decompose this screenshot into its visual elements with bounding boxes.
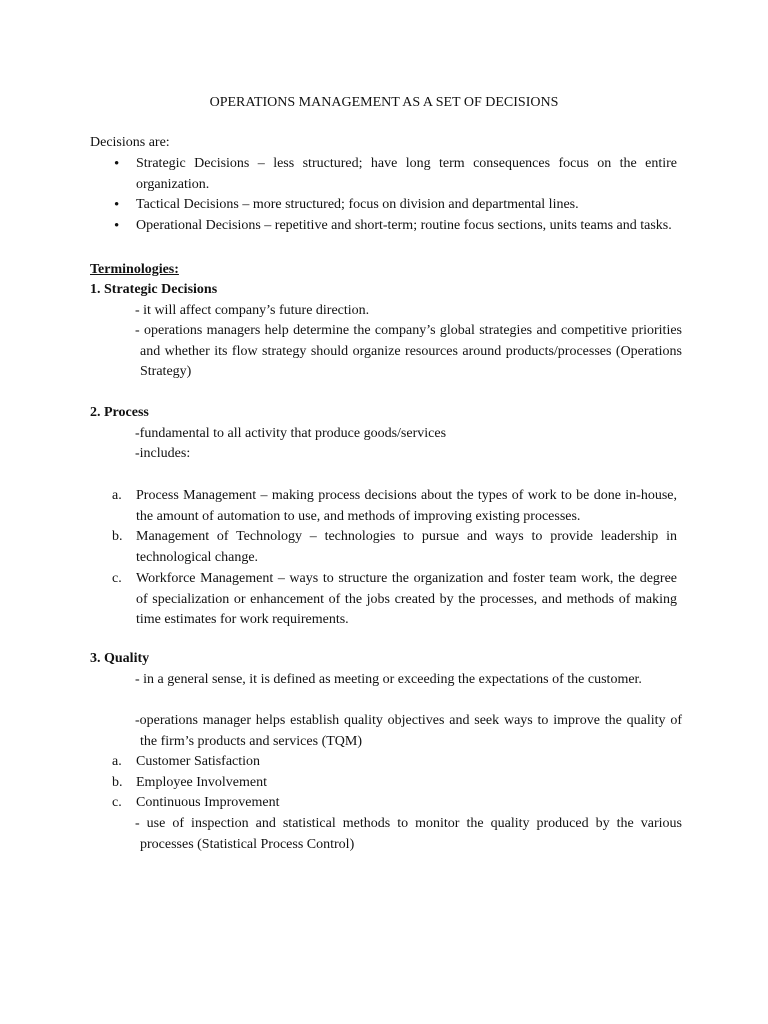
list-item-text: Customer Satisfaction [136,754,261,769]
list-marker: c. [112,795,122,811]
section-heading-process: 2. Process [90,405,149,420]
bullet-text-tactical: Tactical Decisions – more structured; focus on division and departmental lines. [136,197,579,213]
list-item [90,195,677,216]
list-marker: a. [112,488,122,503]
document-title: OPERATIONS MANAGEMENT AS A SET OF DECISIONS [209,95,559,110]
list-item [90,569,677,631]
list-item-text: Continuous Improvement [136,795,280,811]
strategic-line-2: - operations managers help determine the company’s global strategies and competitive priorities and whether its flow strategy should organize resources around products/processes (Operations Strategy) [135,323,682,380]
decision-bullet-list [90,154,677,237]
quality-line-2: -operations manager helps establish quality objectives and seek ways to improve the quality of the firm’s products and services (TQM) [135,713,682,749]
decisions-intro: Decisions are: [90,135,170,150]
list-item [90,486,677,527]
process-line-2: -includes: [135,446,191,461]
terminologies-heading: Terminologies: [90,262,179,277]
list-item [90,216,677,237]
bullet-marker: • [114,197,120,214]
list-item [90,793,677,814]
strategic-line-1: - it will affect company’s future direction. [135,303,370,318]
process-item-list [90,486,677,631]
bullet-marker: • [114,218,120,235]
bullet-text-operational: Operational Decisions – repetitive and short-term; routine focus sections, units teams and tasks. [136,218,672,234]
spc-note: - use of inspection and statistical methods to monitor the quality produced by the various processes (Statistical Process Control) [135,816,682,852]
list-marker: b. [112,529,123,545]
bullet-marker: • [114,156,120,172]
list-item [90,527,677,568]
list-item [90,154,677,195]
section-heading-quality: 3. Quality [90,651,150,666]
list-item-text: Employee Involvement [136,774,268,790]
section-heading-strategic: 1. Strategic Decisions [90,282,218,297]
list-marker: c. [112,570,122,586]
list-item-text: Management of Technology – technologies to pursue and ways to provide leadership in technological change. [136,529,677,566]
quality-line-1: - in a general sense, it is defined as meeting or exceeding the expectations of the customer. [135,672,642,687]
list-marker: b. [112,774,123,790]
process-line-1: -fundamental to all activity that produce goods/services [135,426,447,441]
list-item-text: Workforce Management – ways to structure the organization and foster team work, the degree of specialization or enhancement of the jobs created by the processes, and methods of making time estimates for work requirements. [136,570,677,628]
list-item [90,752,677,773]
bullet-text-strategic: Strategic Decisions – less structured; have long term consequences focus on the entire organization. [136,156,677,192]
list-item-text: Process Management – making process decisions about the types of work to be done in-house, the amount of automation to use, and methods of improving existing processes. [136,488,677,524]
list-item [90,773,677,794]
list-marker: a. [112,754,122,769]
quality-item-list [90,752,677,814]
